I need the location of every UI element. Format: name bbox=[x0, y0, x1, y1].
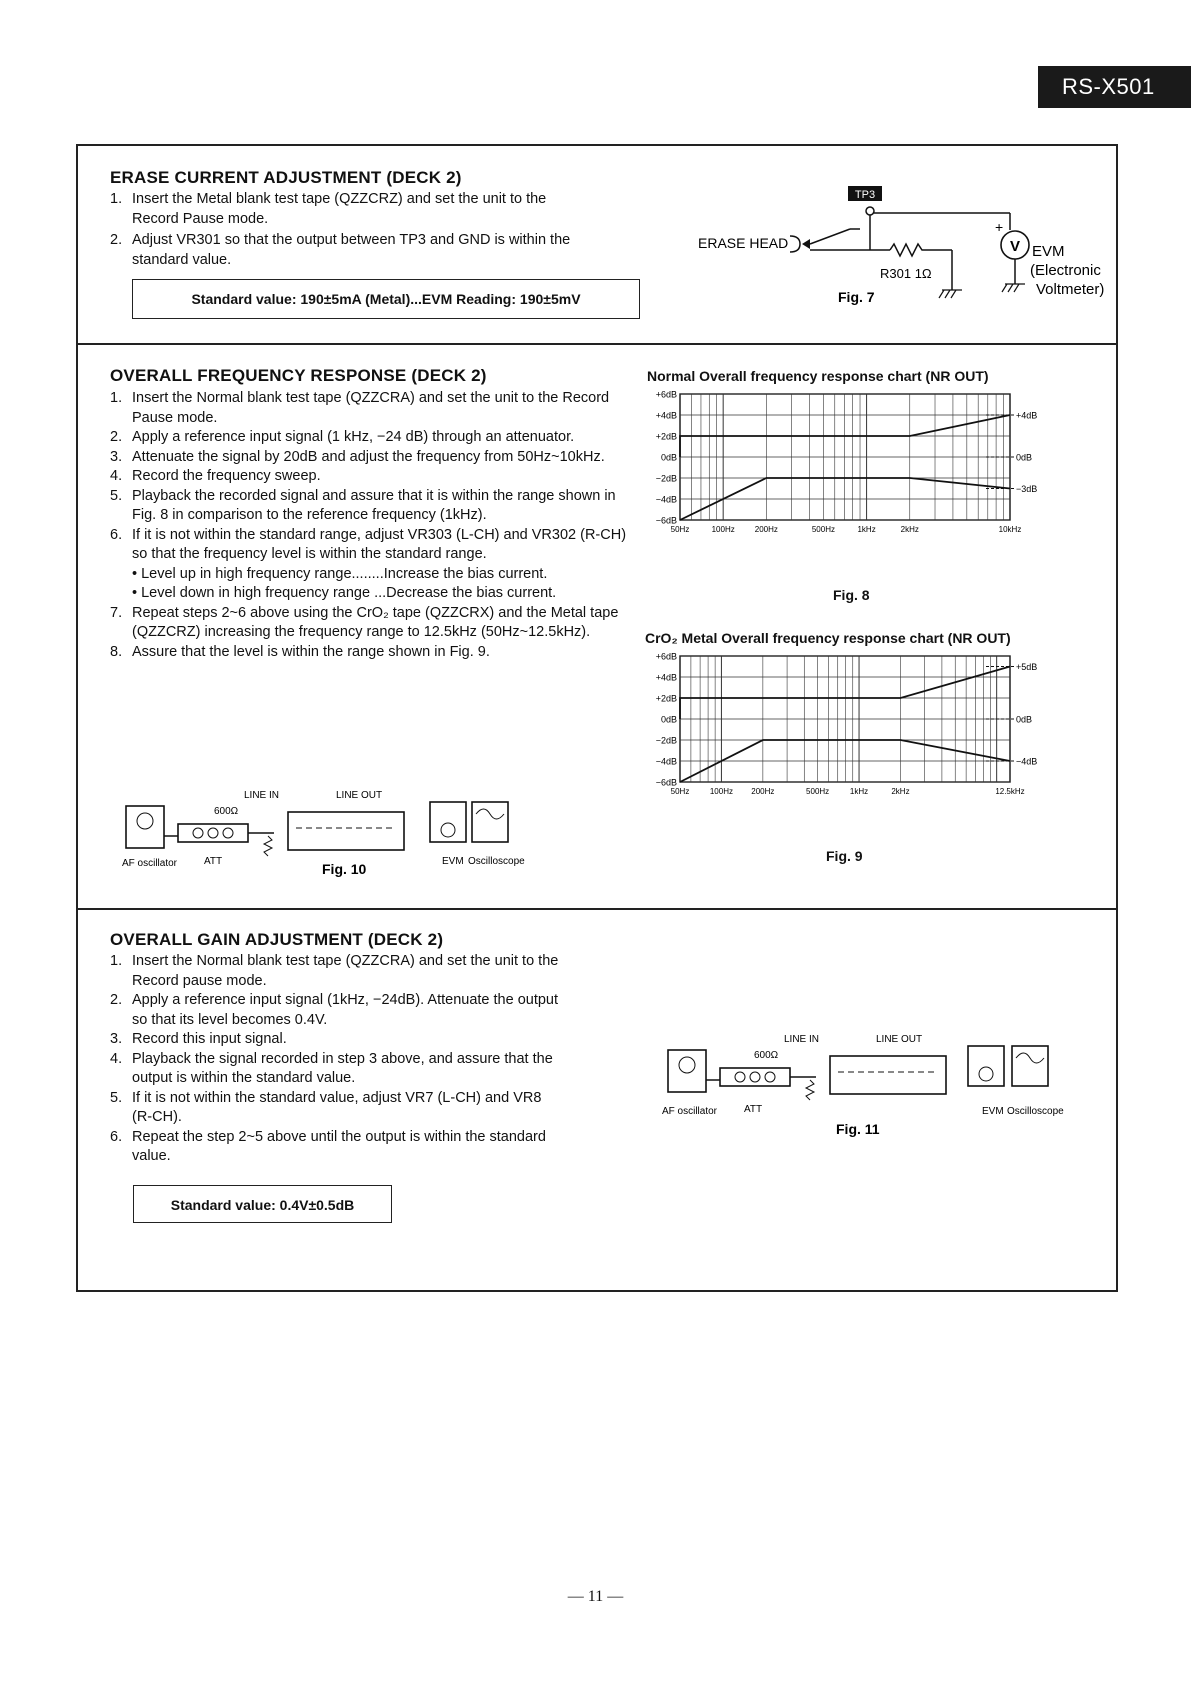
reference-label: 0dB bbox=[1016, 714, 1033, 725]
af-oscillator-icon bbox=[668, 1050, 706, 1092]
svg-text:+: + bbox=[995, 219, 1004, 235]
evm-desc: Voltmeter) bbox=[1036, 281, 1105, 298]
cro2-metal-frequency-response-chart bbox=[640, 650, 1060, 830]
x-tick-label: 500Hz bbox=[806, 787, 830, 796]
af-oscillator-label: AF oscillator bbox=[122, 858, 178, 869]
list-item: 6. Repeat the step 2~5 above until the output is within the standard value. bbox=[110, 1128, 546, 1164]
gain-steps bbox=[110, 952, 565, 1167]
evm-desc: (Electronic bbox=[1030, 262, 1101, 279]
evm-icon bbox=[430, 802, 466, 842]
evm-label: EVM bbox=[442, 856, 464, 867]
erase-standard-value: Standard value: 190±5mA (Metal)...EVM Reading: 190±5mV bbox=[132, 279, 640, 319]
y-tick-label: −4dB bbox=[655, 494, 677, 505]
deck-icon bbox=[288, 812, 404, 850]
evm-label: EVM bbox=[982, 1106, 1004, 1117]
y-tick-label: −2dB bbox=[655, 473, 677, 484]
y-tick-label: +2dB bbox=[655, 431, 677, 442]
x-tick-label: 1kHz bbox=[849, 787, 869, 796]
erase-head-label: ERASE HEAD bbox=[698, 235, 789, 251]
erase-head-coil bbox=[790, 236, 800, 252]
resistor-r301 bbox=[890, 244, 952, 256]
attenuator-icon bbox=[178, 824, 248, 842]
oscilloscope-label: Oscilloscope bbox=[468, 856, 525, 867]
list-item: 6. If it is not within the standard range, adjust VR303 (L-CH) and VR302 (R-CH) so that the frequency level is within the standard range. bbox=[110, 526, 627, 562]
erase-section-title: ERASE CURRENT ADJUSTMENT (DECK 2) bbox=[110, 168, 462, 187]
y-tick-label: −2dB bbox=[655, 735, 677, 746]
list-item: • Level up in high frequency range........Increase the bias current. bbox=[132, 565, 548, 582]
x-tick-label: 200Hz bbox=[751, 787, 775, 796]
frequency-section-title: OVERALL FREQUENCY RESPONSE (DECK 2) bbox=[110, 366, 487, 385]
resistor-icon bbox=[264, 836, 272, 856]
chart-title: Normal Overall frequency response chart (NR OUT) bbox=[647, 368, 989, 384]
x-tick-label: 100Hz bbox=[709, 787, 733, 796]
impedance-label: 600Ω bbox=[214, 806, 239, 817]
list-item: 3. Attenuate the signal by 20dB and adjust the frequency from 50Hz~10kHz. bbox=[110, 448, 605, 465]
frequency-steps bbox=[110, 389, 640, 662]
list-item: 7. Repeat steps 2~6 above using the CrO₂ tape (QZZCRX) and the Metal tape (QZZCRZ) increasing the frequency range to 12.5kHz (50Hz~12.5kHz). bbox=[110, 604, 619, 640]
erase-steps bbox=[110, 190, 580, 270]
impedance-label: 600Ω bbox=[754, 1050, 779, 1061]
x-tick-label: 50Hz bbox=[670, 525, 690, 534]
y-tick-label: 0dB bbox=[660, 452, 677, 463]
fig-9-caption: Fig. 9 bbox=[826, 848, 863, 864]
list-item: 1. Insert the Normal blank test tape (QZZCRA) and set the unit to the Record Pause mode. bbox=[110, 390, 610, 426]
att-label: ATT bbox=[204, 856, 223, 867]
fig-11-test-setup bbox=[662, 1030, 1082, 1140]
af-oscillator-icon bbox=[126, 806, 164, 848]
list-item: 2. Apply a reference input signal (1kHz, −24dB). Attenuate the output so that its level becomes 0.4V. bbox=[110, 992, 559, 1028]
x-tick-label: 500Hz bbox=[811, 525, 835, 534]
reference-label: −4dB bbox=[1016, 756, 1038, 767]
normal-frequency-response-chart bbox=[640, 388, 1060, 568]
att-label: ATT bbox=[744, 1104, 763, 1115]
attenuator-icon bbox=[720, 1068, 790, 1086]
list-item: 4. Record the frequency sweep. bbox=[110, 468, 321, 484]
list-item: 8. Assure that the level is within the range shown in Fig. 9. bbox=[110, 643, 490, 660]
section-divider bbox=[76, 908, 1118, 910]
y-tick-label: 0dB bbox=[660, 714, 677, 725]
gain-standard-value: Standard value: 0.4V±0.5dB bbox=[133, 1185, 392, 1223]
af-oscillator-label: AF oscillator bbox=[662, 1106, 718, 1117]
list-item: 5. If it is not within the standard value, adjust VR7 (L-CH) and VR8 (R-CH). bbox=[110, 1089, 542, 1125]
line-in-label: LINE IN bbox=[784, 1034, 820, 1045]
series-line bbox=[680, 667, 1010, 720]
x-tick-label: 2kHz bbox=[891, 787, 910, 796]
list-item: 2. Apply a reference input signal (1 kHz, −24 dB) through an attenuator. bbox=[110, 429, 575, 445]
y-tick-label: +6dB bbox=[655, 651, 677, 662]
y-tick-label: +4dB bbox=[655, 410, 677, 421]
test-point bbox=[866, 207, 874, 215]
evm-icon bbox=[968, 1046, 1004, 1086]
fig-8-caption: Fig. 8 bbox=[833, 587, 870, 603]
model-badge: RS-X501 bbox=[1038, 66, 1191, 108]
reference-label: +5dB bbox=[1016, 662, 1038, 672]
gain-section-title: OVERALL GAIN ADJUSTMENT (DECK 2) bbox=[110, 930, 444, 949]
resistor-label: R301 1Ω bbox=[880, 266, 932, 281]
line-out-label: LINE OUT bbox=[876, 1034, 923, 1045]
list-item: 4. Playback the signal recorded in step 3 above, and assure that the output is within the standard value. bbox=[110, 1050, 553, 1086]
section-divider bbox=[76, 343, 1118, 345]
page-number: — 11 — bbox=[567, 1588, 624, 1605]
list-item: 1. Insert the Normal blank test tape (QZZCRA) and set the unit to the Record pause mode. bbox=[110, 953, 559, 989]
list-item: 5. Playback the recorded signal and assure that it is within the range shown in Fig. 8 in comparison to the reference frequency (1kHz). bbox=[110, 487, 616, 523]
fig-11-caption: Fig. 11 bbox=[836, 1121, 880, 1137]
oscilloscope-icon bbox=[472, 802, 508, 842]
y-tick-label: +4dB bbox=[655, 672, 677, 683]
oscilloscope-icon bbox=[1012, 1046, 1048, 1086]
y-tick-label: −4dB bbox=[655, 756, 677, 767]
reference-label: +4dB bbox=[1016, 410, 1038, 421]
reference-label: −3dB bbox=[1016, 484, 1038, 494]
line-out-label: LINE OUT bbox=[336, 790, 383, 801]
list-item: 3. Record this input signal. bbox=[110, 1031, 287, 1047]
line-in-label: LINE IN bbox=[244, 790, 280, 801]
y-tick-label: +2dB bbox=[655, 693, 677, 704]
resistor-icon bbox=[806, 1080, 814, 1100]
x-tick-label: 100Hz bbox=[711, 525, 735, 534]
list-item: 1. Insert the Metal blank test tape (QZZCRZ) and set the unit to the Record Pause mode. bbox=[110, 191, 547, 227]
oscilloscope-label: Oscilloscope bbox=[1007, 1106, 1064, 1117]
svg-text:V: V bbox=[1009, 238, 1021, 255]
erase-head-icon bbox=[802, 239, 810, 249]
list-item: • Level down in high frequency range ...Decrease the bias current. bbox=[132, 585, 557, 601]
x-tick-label: 200Hz bbox=[754, 525, 778, 534]
fig-10-test-setup bbox=[118, 786, 538, 882]
fig-10-caption: Fig. 10 bbox=[322, 861, 367, 877]
fig-7-caption: Fig. 7 bbox=[838, 289, 875, 305]
y-tick-label: +6dB bbox=[655, 389, 677, 400]
y-tick-label: −6dB bbox=[655, 777, 677, 788]
x-tick-label: 1kHz bbox=[857, 525, 876, 534]
ground-icon bbox=[939, 290, 962, 298]
ground-icon bbox=[1002, 284, 1025, 292]
erase-current-circuit bbox=[690, 180, 1120, 310]
x-tick-label: 50Hz bbox=[670, 787, 690, 796]
reference-label: 0dB bbox=[1016, 452, 1033, 463]
x-tick-label: 10kHz bbox=[998, 525, 1022, 534]
deck-icon bbox=[830, 1056, 946, 1094]
chart-title: CrO₂ Metal Overall frequency response chart (NR OUT) bbox=[645, 630, 1011, 646]
evm-label: EVM bbox=[1032, 243, 1065, 260]
y-tick-label: −6dB bbox=[655, 515, 677, 526]
list-item: 2. Adjust VR301 so that the output between TP3 and GND is within the standard value. bbox=[110, 232, 571, 268]
tp3-label: TP3 bbox=[854, 189, 876, 201]
x-tick-label: 12.5kHz bbox=[995, 787, 1025, 796]
x-tick-label: 2kHz bbox=[900, 525, 919, 534]
